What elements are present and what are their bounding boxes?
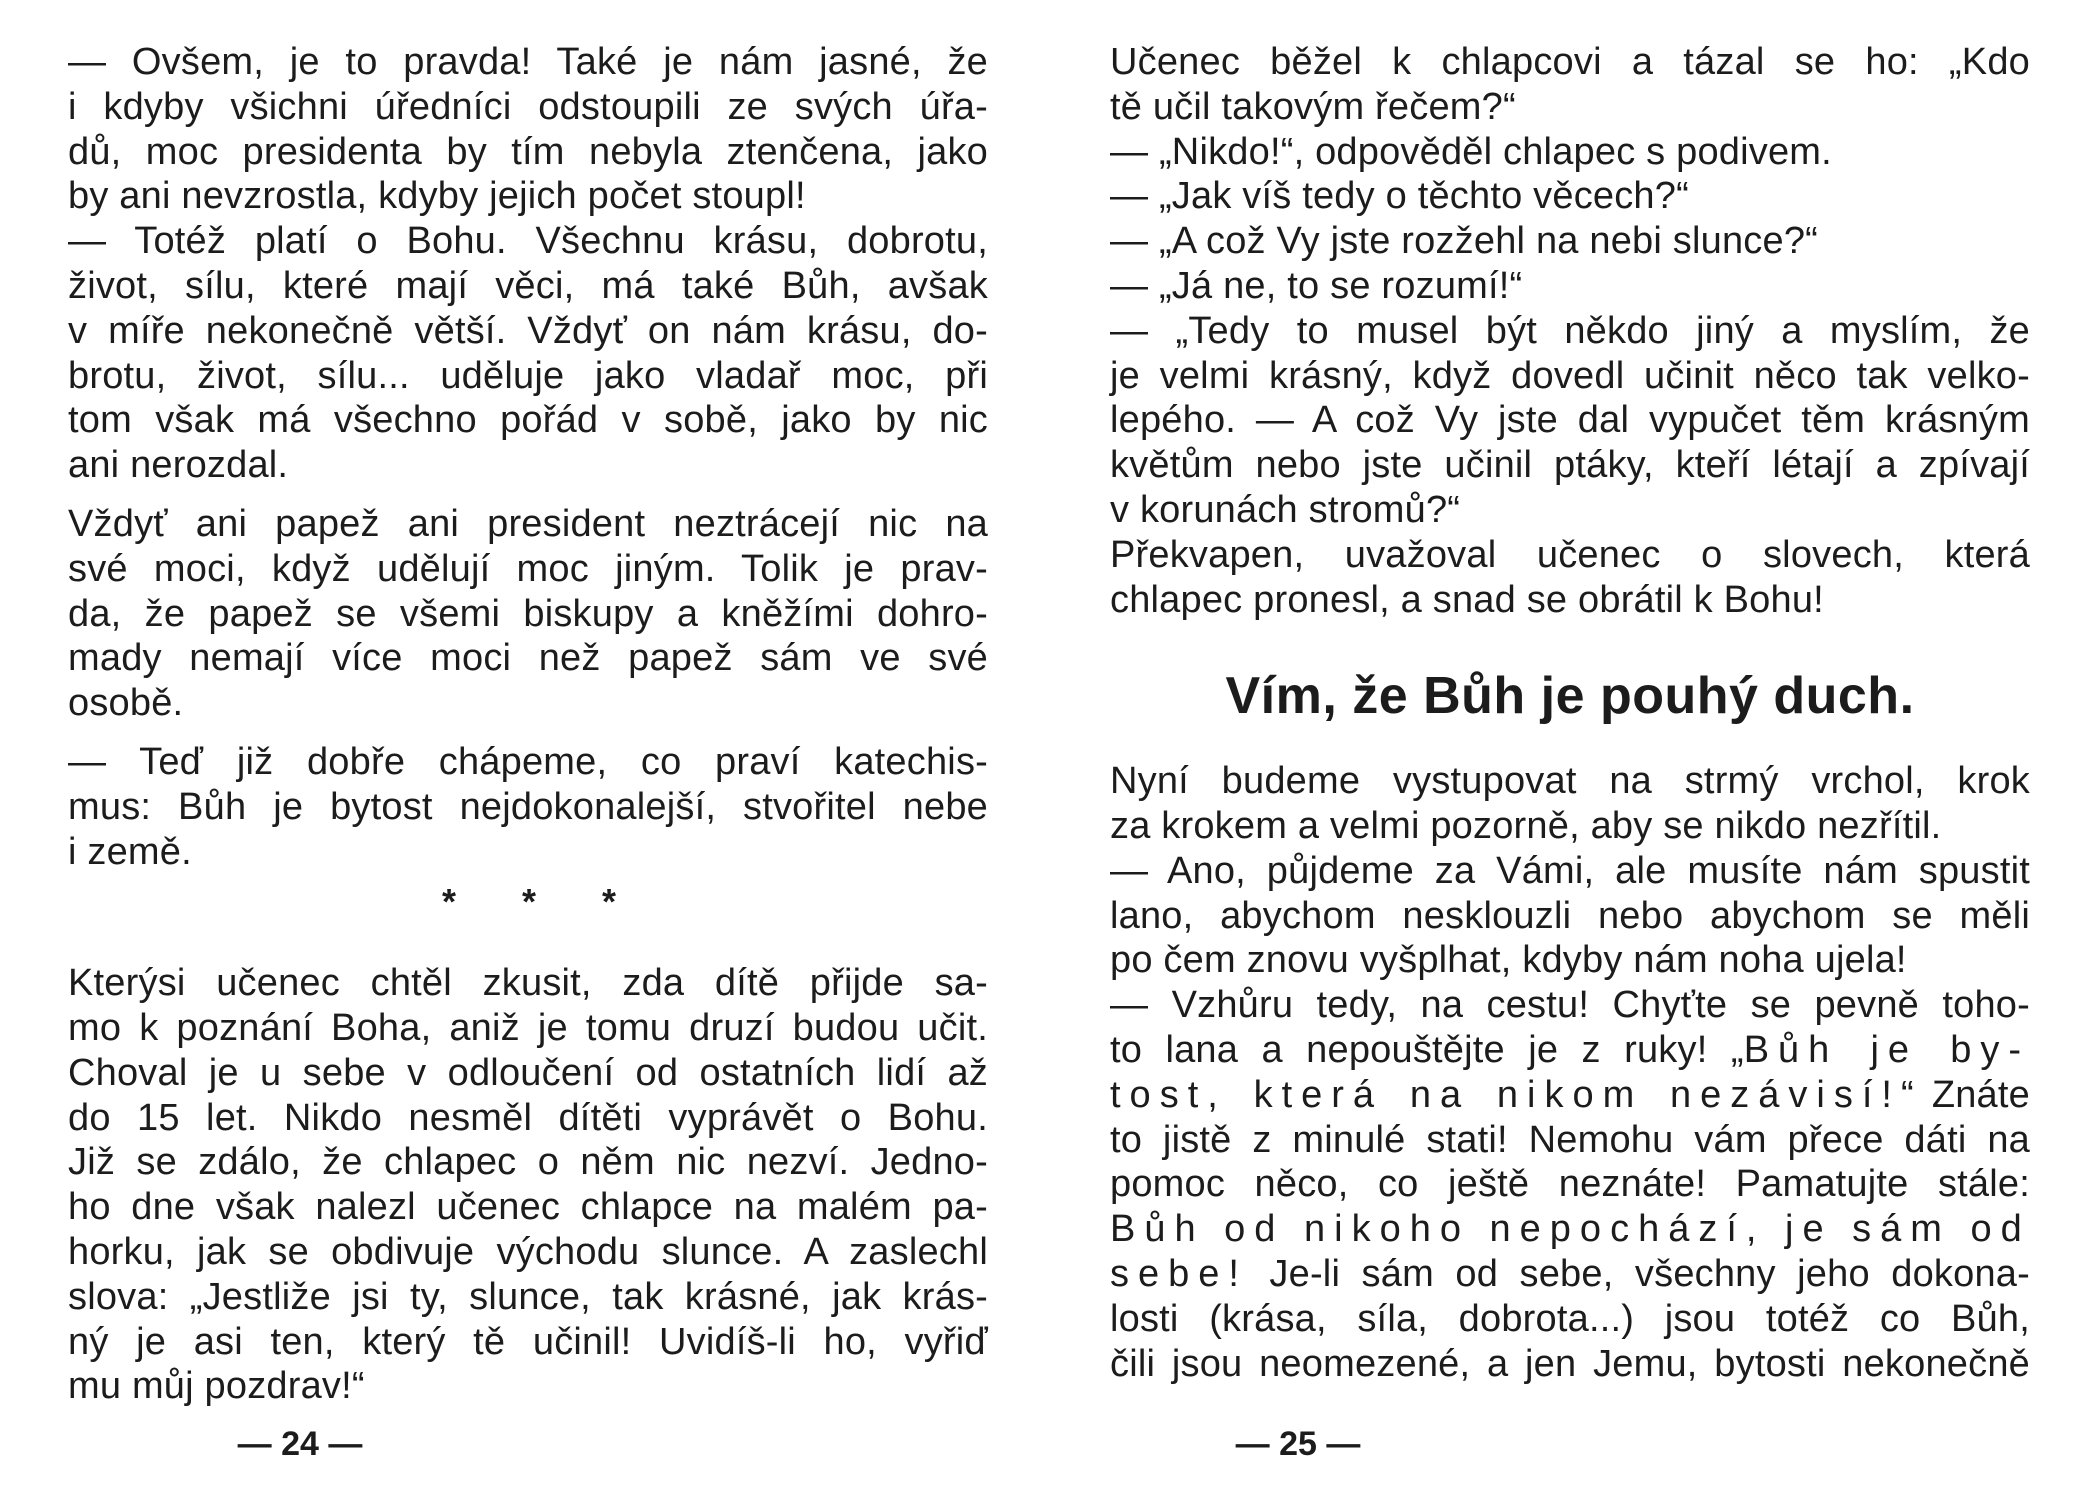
text-line: — Ano, půjdeme za Vámi, ale musíte nám spustit xyxy=(1110,849,2030,892)
text-line: čili jsou neomezené, a jen Jemu, bytosti nekonečně xyxy=(1110,1342,2030,1385)
emphasis-text: sebe! xyxy=(1110,1252,1248,1295)
text-line: život, sílu, které mají věci, má také Bůh, avšak xyxy=(68,264,988,307)
text-line: — „Nikdo!“, odpověděl chlapec s podivem. xyxy=(1110,130,1832,173)
text-line: losti (krása, síla, dobrota...) jsou totéž co Bůh, xyxy=(1110,1297,2030,1340)
text-line: tost, která na nikom nezávisí!“ Znáte xyxy=(1110,1073,2030,1116)
text-line: — Ovšem, je to pravda! Také je nám jasné, že xyxy=(68,41,988,83)
section-heading: Vím, že Bůh je pouhý duch. xyxy=(1225,667,1915,726)
text-line: — „Já ne, to se rozumí!“ xyxy=(1110,264,1523,307)
text-line: — Vzhůru tedy, na cestu! Chyťte se pevně toho- xyxy=(1110,984,2030,1027)
text-line: — „Tedy to musel být někdo jiný a myslím, že xyxy=(1110,309,2030,352)
text-line: — Totéž platí o Bohu. Všechnu krásu, dobrotu, xyxy=(68,220,988,263)
text-line: slova: „Jestliže jsi ty, slunce, tak krásné, jak krás- xyxy=(68,1275,988,1318)
text-line: Nyní budeme vystupovat na strmý vrchol, krok xyxy=(1110,760,2030,803)
text-line: dů, moc presidenta by tím nebyla ztenčena, jako xyxy=(68,130,988,173)
page-number: — 24 — xyxy=(237,1425,363,1463)
text-line: je velmi krásný, když dovedl učinit něco tak velko- xyxy=(1110,354,2030,397)
text-line: mady nemají více moci než papež sám ve své xyxy=(68,637,988,680)
text-line: Vždyť ani papež ani president neztrácejí nic na xyxy=(68,502,988,545)
text-line: ný je asi ten, který tě učinil! Uvidíš-li ho, vyřiď xyxy=(68,1320,988,1363)
text-line: sebe! Je-li sám od sebe, všechny jeho dokona- xyxy=(1110,1252,2030,1295)
paragraph xyxy=(1110,849,2030,983)
page-number: — 25 — xyxy=(1235,1425,1361,1463)
paragraph xyxy=(1110,40,2030,130)
text-line: své moci, když udělují moc jiným. Tolik je prav- xyxy=(68,547,988,590)
text-line: horku, jak se obdivuje východu slunce. A zaslechl xyxy=(68,1230,988,1273)
paragraph xyxy=(1110,309,2030,533)
text-line: i země. xyxy=(68,830,192,873)
text-line: v míře nekonečně větší. Vždyť on nám krásu, do- xyxy=(68,309,988,352)
text-line: v korunách stromů?“ xyxy=(1110,488,1461,531)
paragraph xyxy=(1110,174,2030,219)
text-line: brotu, život, sílu... uděluje jako vladař moc, při xyxy=(68,354,988,397)
paragraph xyxy=(1110,219,2030,264)
text-line: i kdyby všichni úředníci odstoupili ze svých úřa- xyxy=(68,85,988,128)
text-line: — „A což Vy jste rozžehl na nebi slunce?“ xyxy=(1110,220,1819,263)
text-line: mu můj pozdrav!“ xyxy=(68,1365,365,1408)
text-line: po čem znovu vyšplhat, kdyby nám noha ujela! xyxy=(1110,939,1907,982)
paragraph xyxy=(68,40,988,219)
text-line: tom však má všechno pořád v sobě, jako by nic xyxy=(68,399,988,442)
paragraph xyxy=(68,219,988,488)
emphasis-text: Bůh od nikoho nepochází, je sám od xyxy=(1110,1208,2031,1251)
text-line: to lana a nepouštějte je z ruky! „Bůh je by- xyxy=(1110,1028,2030,1071)
text-line: Kterýsi učenec chtěl zkusit, zda dítě přijde sa- xyxy=(68,962,988,1005)
text-line: za krokem a velmi pozorně, aby se nikdo nezřítil. xyxy=(1110,804,1942,847)
text-line: chlapec pronesl, a snad se obrátil k Bohu! xyxy=(1110,578,1824,621)
text-line: by ani nevzrostla, kdyby jejich počet stoupl! xyxy=(68,175,806,218)
emphasis-text: tost, která na nikom nezávisí! xyxy=(1110,1073,1901,1116)
text-line: do 15 let. Nikdo nesměl dítěti vyprávět o Bohu. xyxy=(68,1096,988,1139)
paragraph xyxy=(1110,983,2030,1386)
paragraph xyxy=(1110,264,2030,309)
text-line: Překvapen, uvažoval učenec o slovech, která xyxy=(1110,533,2030,576)
text-line: Již se zdálo, že chlapec o něm nic nezví. Jedno- xyxy=(68,1141,988,1184)
text-line: — Teď již dobře chápeme, co praví katechis- xyxy=(68,740,988,783)
text-line: lepého. — A což Vy jste dal vypučet těm krásným xyxy=(1110,399,2030,442)
paragraph xyxy=(68,740,988,874)
text-line: lano, abychom nesklouzli nebo abychom se měli xyxy=(1110,894,2030,937)
story-paragraph xyxy=(68,961,988,1409)
text-line: Učenec běžel k chlapcovi a tázal se ho: „Kdo xyxy=(1110,41,2030,83)
text-line: Choval je u sebe v odloučení od ostatních lidí až xyxy=(68,1051,988,1094)
right-page xyxy=(1038,0,2076,1500)
right-column xyxy=(1110,40,2030,1386)
paragraph xyxy=(1110,759,2030,849)
text-line: da, že papež se všemi biskupy a kněžími dohro- xyxy=(68,592,988,635)
paragraph xyxy=(68,502,988,726)
text-line: to jistě z minulé stati! Nemohu vám přece dáti na xyxy=(1110,1118,2030,1161)
text-line: osobě. xyxy=(68,682,184,725)
text-line: mo k poznání Boha, aniž je tomu druzí budou učit. xyxy=(68,1006,988,1049)
text-line: tě učil takovým řečem?“ xyxy=(1110,85,1516,128)
paragraph xyxy=(1110,130,2030,175)
paragraph xyxy=(1110,533,2030,623)
text-line: ho dne však nalezl učenec chlapce na malém pa- xyxy=(68,1186,988,1229)
text-line: — „Jak víš tedy o těchto věcech?“ xyxy=(1110,175,1689,218)
text-line: ani nerozdal. xyxy=(68,444,289,487)
left-column xyxy=(68,40,988,1409)
text-line: mus: Bůh je bytost nejdokonalejší, stvořitel nebe xyxy=(68,785,988,828)
text-line: pomoc něco, co ještě neznáte! Pamatujte stále: xyxy=(1110,1163,2030,1206)
emphasis-text: Bůh je by- xyxy=(1743,1028,2030,1071)
text-line: květům nebo jste učinil ptáky, kteří létají a zpívají xyxy=(1110,444,2030,487)
section-separator: * * * xyxy=(441,881,645,923)
